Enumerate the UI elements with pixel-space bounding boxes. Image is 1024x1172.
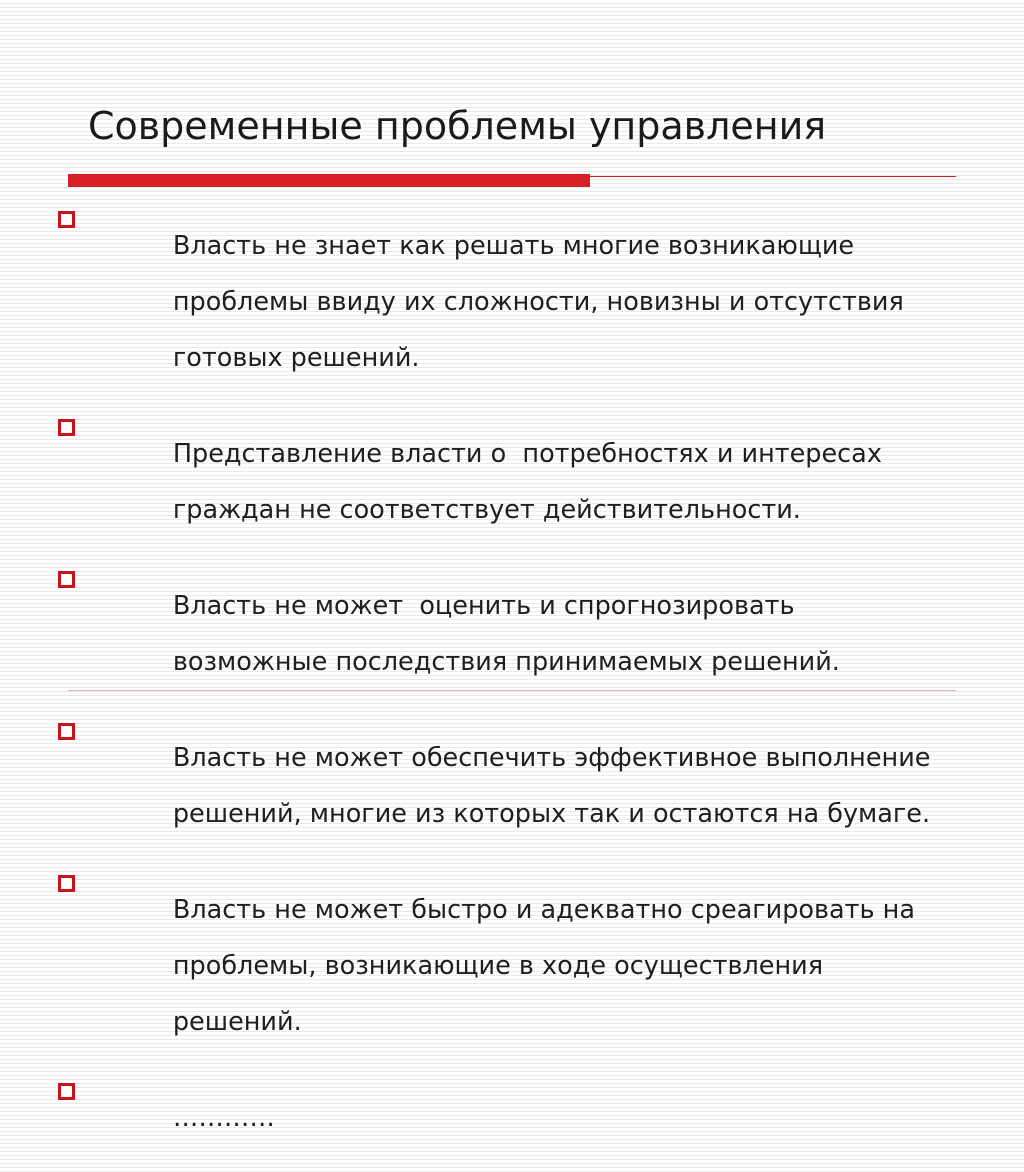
bullet-line: готовых решений. (172, 343, 420, 373)
bullet-item (56, 204, 996, 400)
bullet-text (108, 868, 996, 1064)
bullet-text (108, 412, 996, 552)
bullet-line: решений, многие из которых так и остаются на бумаге. (172, 799, 931, 829)
slide-title: Современные проблемы управления (88, 104, 827, 148)
bullet-text (108, 564, 996, 704)
bullet-line: Власть не может оценить и спрогнозировать (172, 591, 795, 621)
bullet-item (56, 868, 996, 1064)
bullet-item (56, 412, 996, 552)
bullet-text (108, 716, 996, 856)
bullet-line: Власть не может быстро и адекватно среагировать на (172, 895, 915, 925)
bullet-line: Власть не может обеспечить эффективное выполнение (172, 743, 931, 773)
hollow-square-bullet-icon (58, 1083, 75, 1100)
bottom-divider (68, 690, 956, 691)
bullet-line: Представление власти о потребностях и интересах (172, 439, 882, 469)
hollow-square-bullet-icon (58, 211, 75, 228)
bullet-text (108, 204, 996, 400)
hollow-square-bullet-icon (58, 723, 75, 740)
bullet-line: проблемы, возникающие в ходе осуществления (172, 951, 824, 981)
bullet-line: возможные последствия принимаемых решений. (172, 647, 840, 677)
hollow-square-bullet-icon (58, 571, 75, 588)
bullet-item (56, 564, 996, 704)
title-underline-accent (68, 174, 590, 187)
bullet-line: проблемы ввиду их сложности, новизны и отсутствия (172, 287, 904, 317)
bullet-line: граждан не соответствует действительности. (172, 495, 801, 525)
bullet-line: решений. (172, 1007, 302, 1037)
bullet-item (56, 1076, 996, 1160)
hollow-square-bullet-icon (58, 419, 75, 436)
bullet-list (56, 204, 996, 1172)
bullet-text (108, 1076, 996, 1160)
bullet-item (56, 716, 996, 856)
bullet-line: ………… (172, 1103, 275, 1133)
bullet-line: Власть не знает как решать многие возникающие (172, 231, 855, 261)
hollow-square-bullet-icon (58, 875, 75, 892)
